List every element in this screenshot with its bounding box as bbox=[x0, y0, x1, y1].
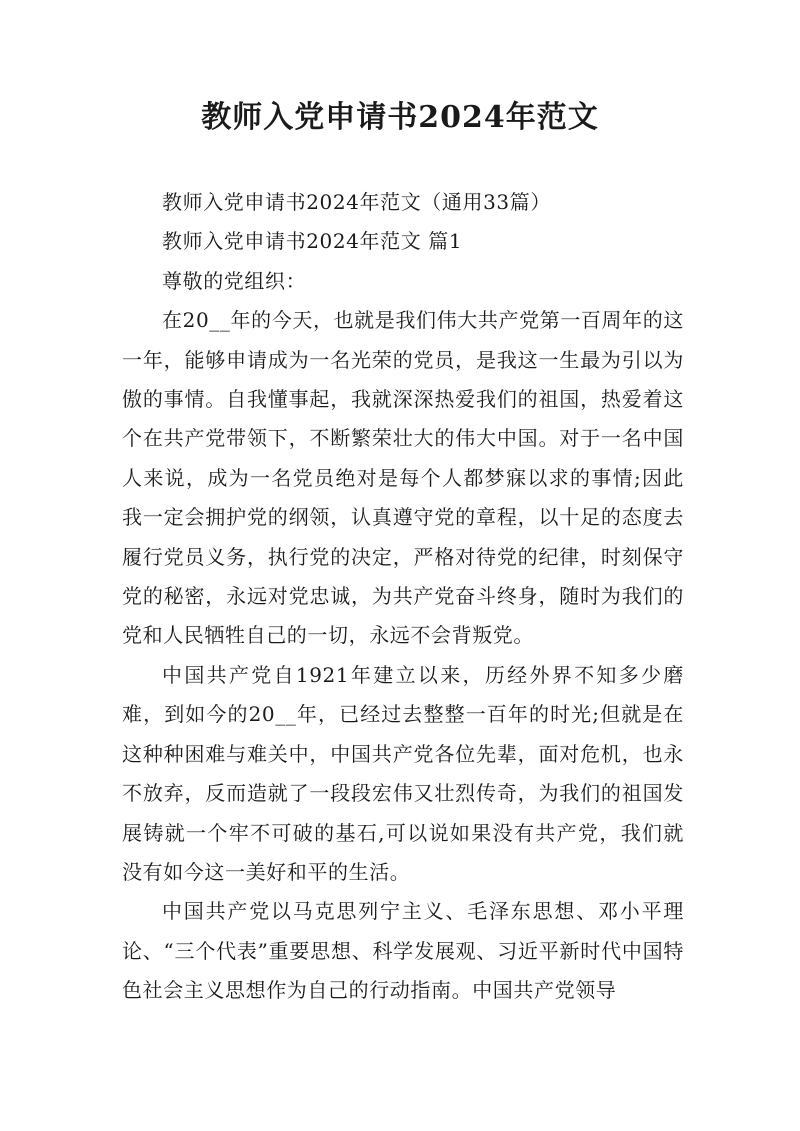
salutation: 尊敬的党组织： bbox=[162, 268, 307, 293]
document-title: 教师入党申请书2024年范文 bbox=[201, 100, 599, 135]
subtitle-paragraph: 教师入党申请书2024年范文（通用33篇） bbox=[162, 190, 551, 214]
section-heading: 教师入党申请书2024年范文 篇1 bbox=[162, 229, 463, 254]
document-body bbox=[122, 183, 684, 1011]
body-paragraph: 中国共产党自1921年建立以来，历经外界不知多少磨难，到如今的20__年，已经过去整整一百年的时光;但就是在这种种困难与难关中，中国共产党各位先辈，面对危机，也永不放弃，反而造就了一段段宏伟又壮烈传奇，为我们的祖国发展铸就一个牢不可破的基石,可以说如果没有共产党，我们就没有如今这一美好和平的生活。 bbox=[122, 662, 684, 884]
body-paragraph: 在20__年的今天，也就是我们伟大共产党第一百周年的这一年，能够申请成为一名光荣的党员，是我这一生最为引以为傲的事情。自我懂事起，我就深深热爱我们的祖国，热爱着这个在共产党带领下，不断繁荣壮大的伟大中国。对于一名中国人来说，成为一名党员绝对是每个人都梦寐以求的事情;因此我一定会拥护党的纲领，认真遵守党的章程，以十足的态度去履行党员义务，执行党的决定，严格对待党的纪律，时刻保守党的秘密，永远对党忠诚，为共产党奋斗终身，随时为我们的党和人民牺牲自己的一切，永远不会背叛党。 bbox=[122, 308, 684, 648]
body-paragraph: 中国共产党以马克思列宁主义、毛泽东思想、邓小平理论、“三个代表”重要思想、科学发展观、习近平新时代中国特色社会主义思想作为自己的行动指南。中国共产党领导 bbox=[122, 899, 684, 1003]
